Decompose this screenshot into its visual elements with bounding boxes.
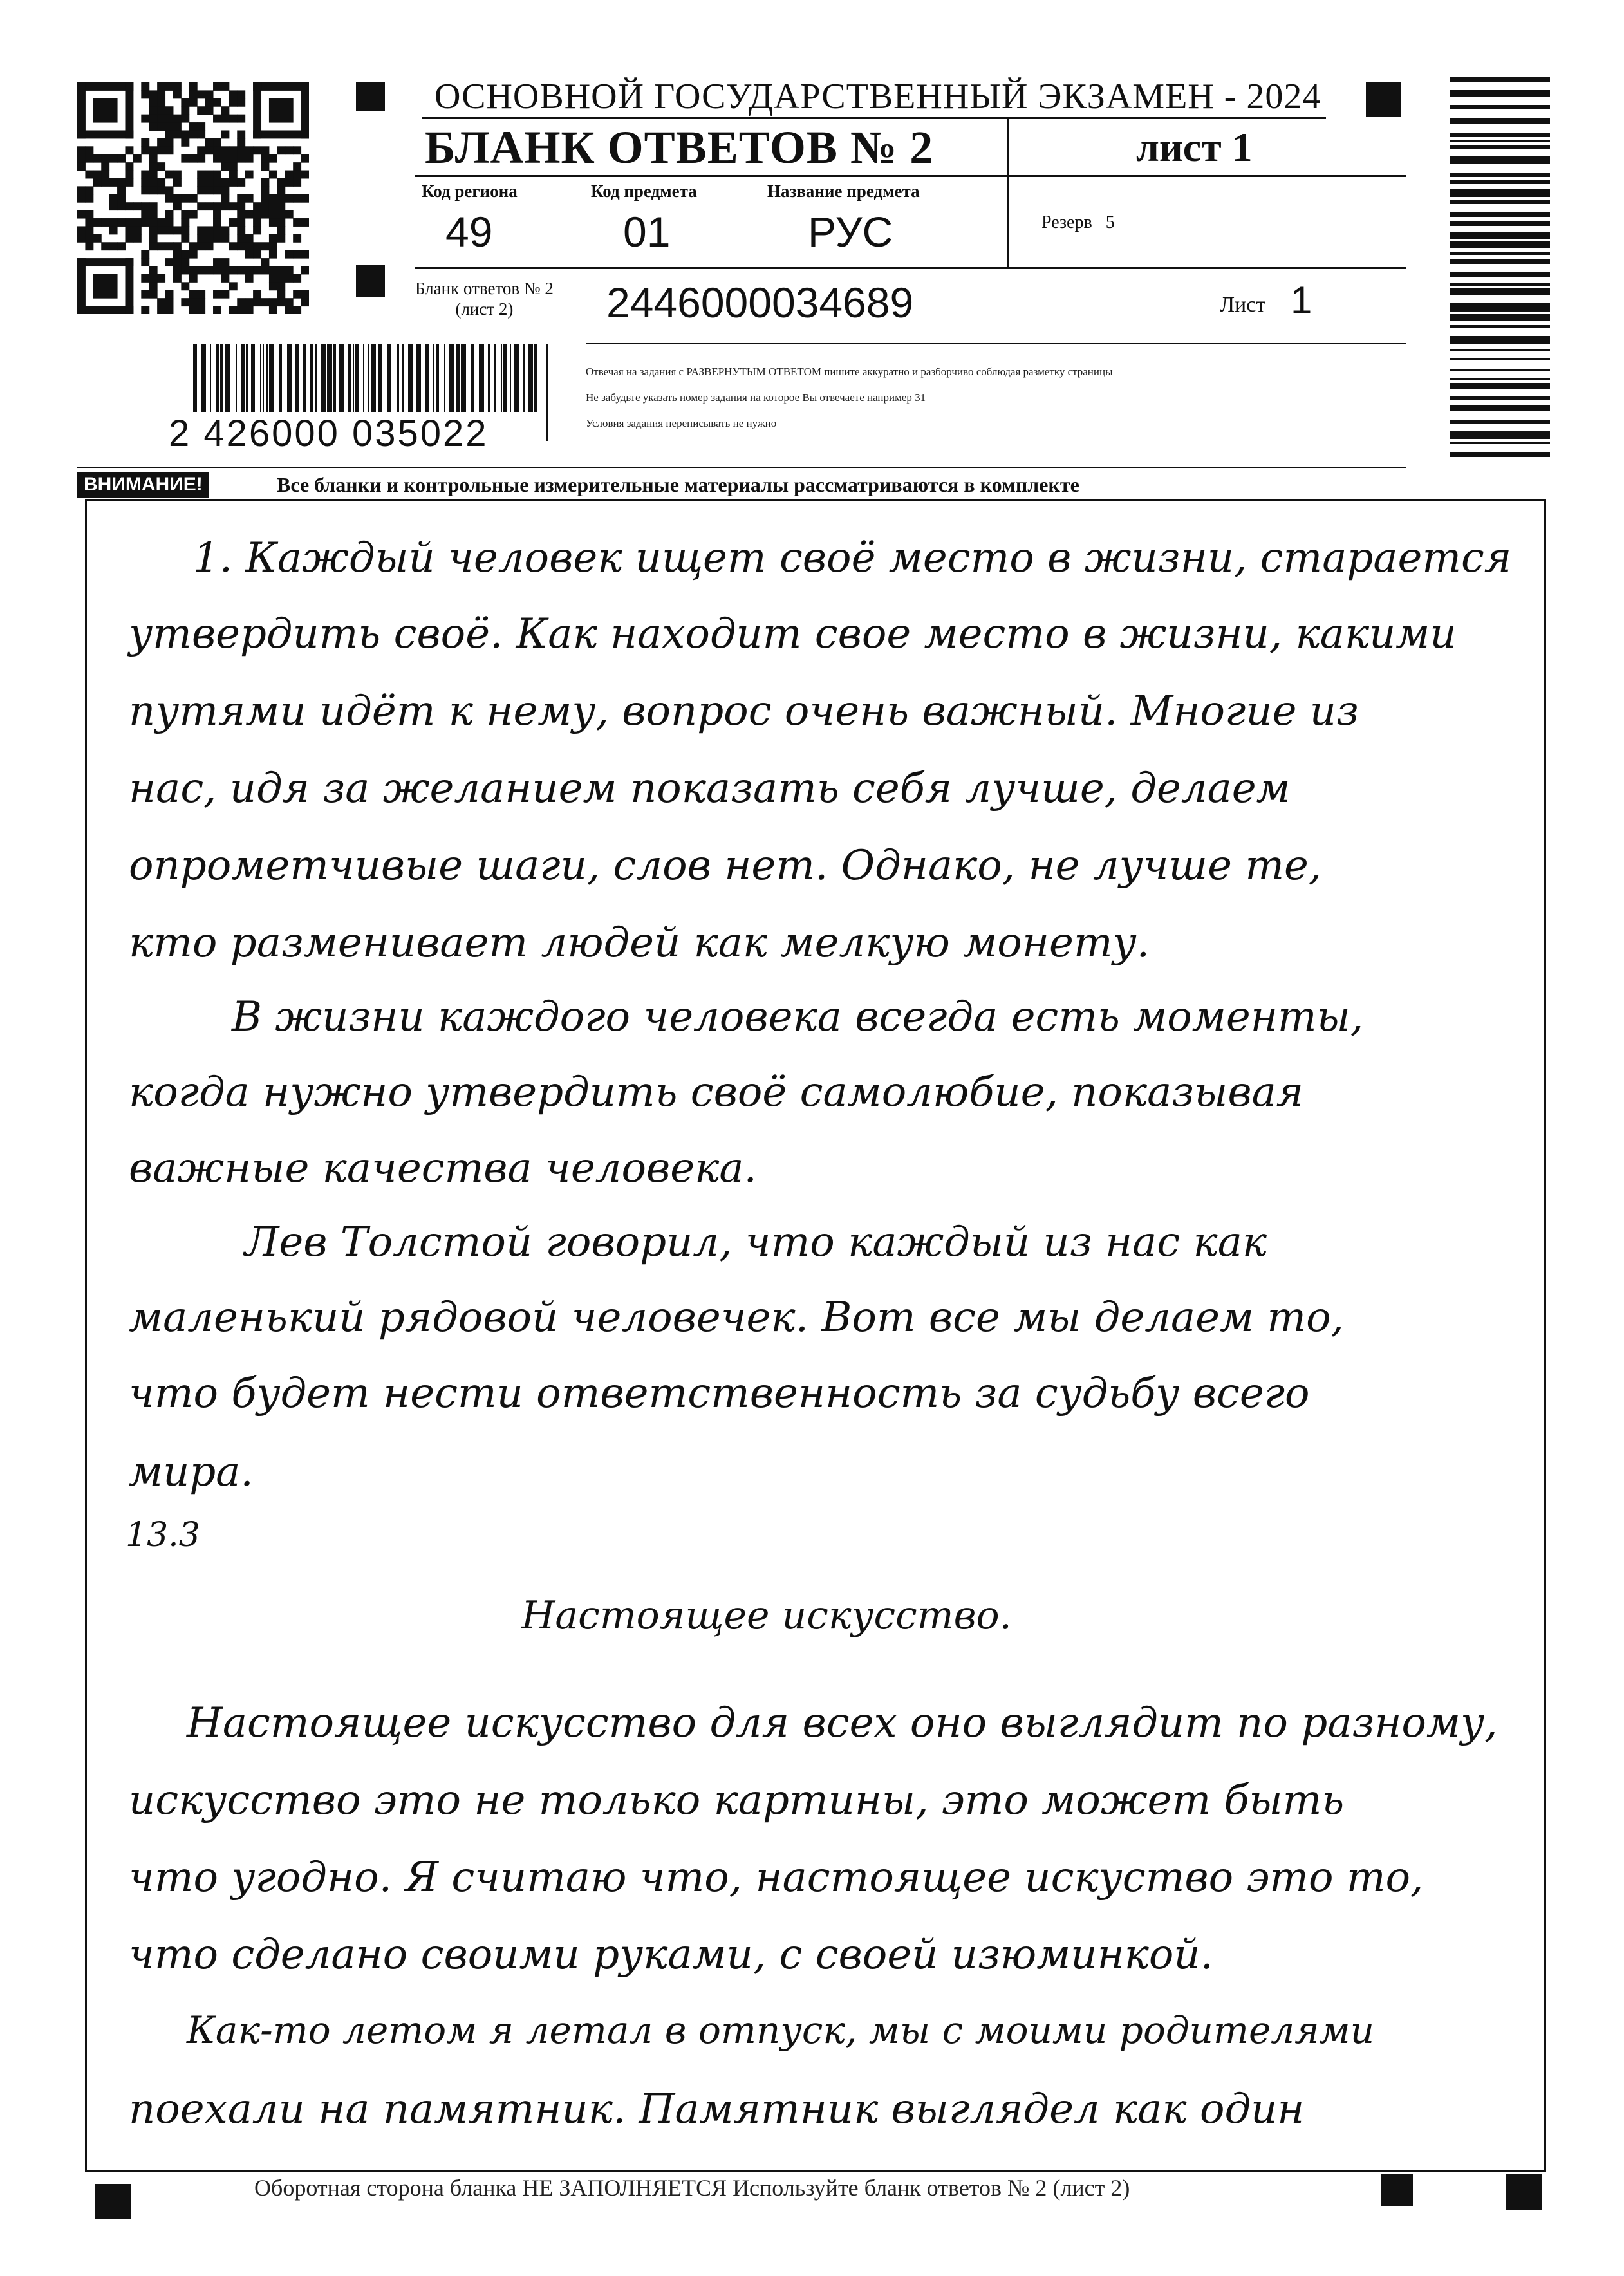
answer-line: Настоящее искусство для всех оно выглядит по разному, (187, 1699, 1498, 1747)
header-line (415, 175, 1406, 177)
list-value: 1 (1291, 279, 1312, 322)
warning-badge: ВНИМАНИЕ! (77, 472, 209, 498)
form-number: 2446000034689 (606, 279, 914, 326)
qr-code (77, 82, 309, 314)
answer-line: что будет нести ответственность за судьбу всего (129, 1370, 1310, 1417)
barcode-number: 2 426000 035022 (169, 413, 489, 454)
sheet-title: лист 1 (1136, 124, 1253, 170)
linear-barcode (193, 344, 537, 412)
answer-line: кто разменивает людей как мелкую монету. (129, 919, 1150, 967)
subject-code-label: Код предмета (591, 182, 697, 201)
subject-code-value: 01 (623, 208, 671, 256)
answer-line: Как-то летом я летал в отпуск, мы с моими родителями (187, 2008, 1375, 2052)
answer-line: важные качества человека. (129, 1144, 757, 1192)
subject-name-label: Название предмета (767, 182, 920, 201)
subject-name-value: РУС (808, 208, 893, 256)
answer-line: 13.3 (126, 1516, 200, 1554)
answer-line: В жизни каждого человека всегда есть моменты, (232, 993, 1364, 1041)
registration-mark-bottom-right (1506, 2174, 1542, 2210)
answer-line: Лев Толстой говорил, что каждый из нас как (245, 1218, 1267, 1266)
registration-mark-bottom-left (95, 2184, 131, 2219)
warning-text: Все бланки и контрольные измерительные материалы рассматриваются в комплекте (277, 473, 1079, 496)
registration-mark-mid-left (356, 265, 385, 297)
answer-line: мира. (129, 1448, 254, 1496)
exam-title: ОСНОВНОЙ ГОСУДАРСТВЕННЫЙ ЭКЗАМЕН - 2024 (434, 77, 1321, 117)
instructions (586, 359, 1113, 436)
reserve-value: 5 (1105, 212, 1115, 232)
instruction-2: Не забудьте указать номер задания на которое Вы отвечаете например 31 (586, 391, 926, 404)
region-value: 49 (445, 208, 493, 256)
answer-line: маленький рядовой человечек. Вот все мы делаем то, (129, 1294, 1344, 1341)
region-label: Код региона (422, 182, 518, 201)
warning-bar (77, 472, 1403, 498)
answer-line: что угодно. Я считаю что, настоящее искуство это то, (129, 1854, 1424, 1901)
exam-title-underline (422, 117, 1326, 119)
answer-line: 1. Каждый человек ищет своё место в жизни, старается (193, 534, 1512, 582)
instruction-1: Отвечая на задания с РАЗВЕРНУТЫМ ОТВЕТОМ пишите аккуратно и разборчиво соблюдая разметку страницы (586, 366, 1113, 378)
form-reference-line1: Бланк ответов № 2 (415, 279, 554, 298)
registration-mark-top-right (1366, 82, 1401, 117)
footer-note: Оборотная сторона бланка НЕ ЗАПОЛНЯЕТСЯ Используйте бланк ответов № 2 (лист 2) (254, 2175, 1130, 2201)
answer-line: что сделано своими руками, с своей изюминкой. (129, 1931, 1213, 1979)
answer-line: нас, идя за желанием показать себя лучше, делаем (129, 765, 1291, 812)
form-title: БЛАНК ОТВЕТОВ № 2 (425, 122, 934, 173)
reserve-label (1041, 212, 1115, 233)
list-label: Лист (1220, 293, 1266, 317)
form-reference-line2: (лист 2) (455, 299, 514, 319)
answer-line: когда нужно утвердить своё самолюбие, показывая (129, 1068, 1304, 1116)
barcode-divider (546, 344, 548, 441)
answer-line: опрометчивые шаги, слов нет. Однако, не лучше те, (129, 842, 1322, 890)
answer-line: путями идёт к нему, вопрос очень важный. Многие из (129, 687, 1359, 735)
registration-mark-top-left (356, 82, 385, 111)
side-barcode (1450, 77, 1550, 457)
instructions-bottom-line (77, 467, 1406, 468)
reserve-label-text: Резерв (1041, 212, 1092, 232)
answer-line: Настоящее искусство. (521, 1593, 1012, 1638)
answer-line: поехали на памятник. Памятник выглядел как один (129, 2085, 1305, 2133)
registration-mark-bottom-mid (1381, 2174, 1413, 2206)
form-number-line (586, 343, 1406, 344)
answer-line: искусство это не только картины, это может быть (129, 1777, 1345, 1824)
header-divider (1007, 119, 1009, 267)
fields-line (415, 267, 1406, 269)
form-reference (415, 278, 554, 319)
answer-line: утвердить своё. Как находит свое место в жизни, какими (129, 610, 1457, 658)
instruction-3: Условия задания переписывать не нужно (586, 417, 777, 429)
